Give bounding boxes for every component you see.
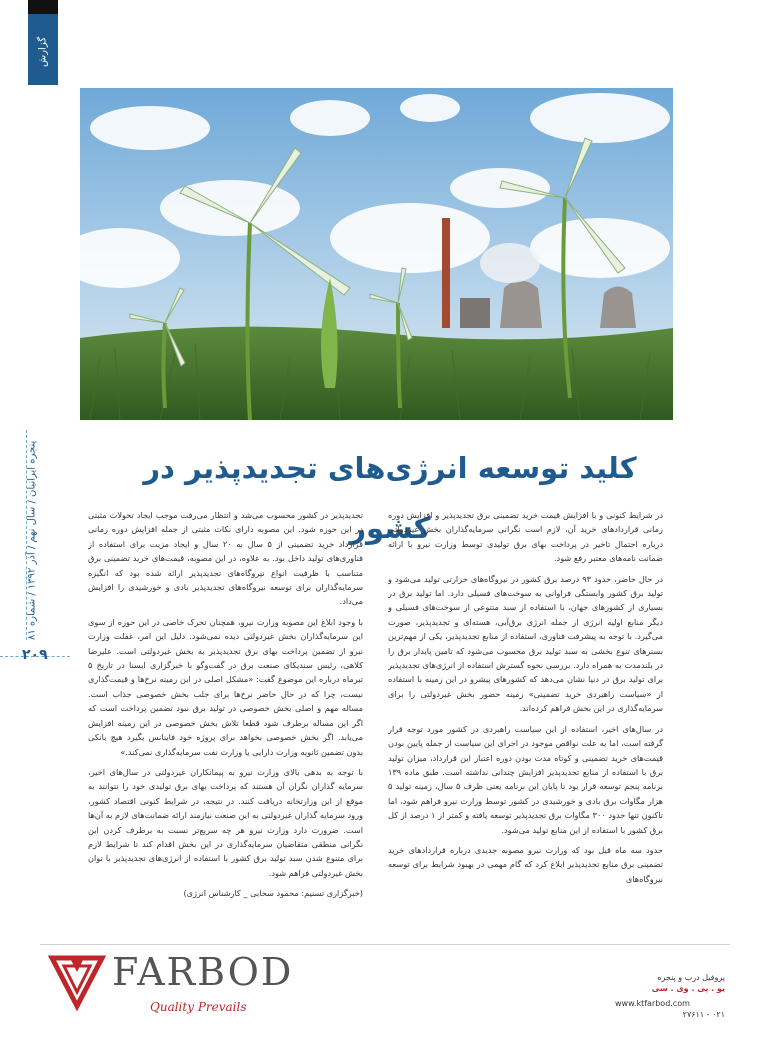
ad-contact-block	[615, 972, 725, 1020]
paragraph: در شرایط کنونی و با افزایش قیمت خرید تضمینی برق تجدیدپذیر و افزایش دوره زمانی قراردادهای خرید آن، لازم است نگرانی سرمایه‌گذاران بخش غیردولتی درباره احتمال تاخیر در پرداخت بهای برق تولیدی توسط وزارت نیرو با ارائه ضمانت نامه‌های معتبر رفع شود.	[388, 510, 663, 564]
source-credit: (خبرگزاری تسنیم: محمود سحابی _ کارشناس انرژی)	[183, 888, 363, 899]
ad-website: www.ktfarbod.com	[615, 999, 690, 1008]
issue-info: پنجره ایرانیان / سال نهم / آذر ۱۳۹۲ / شماره ۸۱	[26, 440, 38, 640]
paragraph: در سال‌های اخیر، استفاده از این سیاست راهبردی در کشور مورد توجه قرار گرفته است، اما به علت نواقص موجود در اجرای این سیاست از جمله پایین بودن قیمت‌های خرید تضمینی و کوتاه مدت بودن دوره اعتبار این قرارداد، میزان تولید برق با استفاده از منابع تجدیدپذیر افزایش چندانی نداشته است. طبق ماده ۱۳۹ برنامه پنجم توسعه قرار بود تا پایان این برنامه یعنی ظرف ۵ سال، زمینه تولید ۵ هزار مگاوات برق بادی و خورشیدی در کشور توسط وزارت نیرو فراهم شود، اما تاکنون تنها حدود ۳۰۰ مگاوات برق تجدیدپذیر توسعه یافته و کمتر از ۱ درصد از کل برق کشور با استفاده از این منابع تولید می‌شود.	[388, 723, 663, 835]
article-column-left	[88, 508, 363, 933]
section-tab-label: گزارش	[37, 36, 49, 68]
article-title: کلید توسعه انرژی‌های تجدیدپذیر در کشور	[143, 451, 637, 545]
paragraph: با توجه به بدهی بالای وزارت نیرو به پیمانکاران غیردولتی در سال‌های اخیر، سرمایه گذاران نگران آن هستند که پرداخت بهای برق تولیدی خود را نتوانند به موقع از این وزارتخانه دریافت کنند. در نتیجه، در شرایط کنونی اقتصاد کشور، ورود سرمایه گذاران غیردولتی به این صنعت نیازمند ارائه ضمانت‌های لازم به آن‌ها است. ضرورت دارد وزارت نیرو هر چه سریع‌تر نسبت به برطرف کردن این نگرانی منطقی متقاضیان سرمایه‌گذاری در این بخش اقدام کند تا شرایط لازم برای متنوع شدن سبد تولید برق کشور با استفاده از انرژی‌های تجدیدپذیر با توان بخش غیردولتی فراهم شود.	[88, 766, 363, 878]
ad-phone: ۰۲۱ - ۲۷۶۱۱	[682, 1010, 725, 1019]
farbod-logo-icon	[48, 952, 106, 1012]
article-column-right	[388, 508, 663, 933]
page-number: ۲۰۹	[22, 647, 48, 663]
hero-image-wind-turbines	[80, 88, 673, 420]
brand-tagline: Quality Prevails	[150, 1000, 247, 1014]
section-tab-top	[28, 0, 58, 14]
paragraph: تجدیدپذیر در کشور محسوب می‌شد و انتظار می‌رفت موجب ایجاد تحولات مثبتی در این حوزه شود. این مصوبه دارای نکات مثبتی از جمله افزایش دوره زمانی قرارداد خرید تضمینی از ۵ سال به ۲۰ سال و ایجاد مزیت برای استفاده از فناوری‌های تولید داخل بود. به علاوه، در این مصوبه، قیمت‌های خرید تضمینی برق متناسب با ظرفیت انواع نیروگاه‌های تجدیدپذیر ارائه شده بود که انگیزه سرمایه‌گذاران برای توسعه نیروگاه‌های تجدیدپذیر بادی و خورشیدی را افزایش می‌داد.	[88, 510, 363, 607]
ad-product-subline: یو . پی . وی . سی	[651, 984, 725, 993]
ad-product-line: پروفیل درب و پنجره	[657, 973, 725, 982]
brand-name: FARBOD	[112, 950, 294, 994]
paragraph: در حال حاضر، حدود ۹۳ درصد برق کشور در نیروگاه‌های حرارتی تولید می‌شود و تولید برق کشور وابستگی فراوانی به سوخت‌های فسیلی دارد. اما تولید برق در بسیاری از کشورهای جهان، با استفاده از سبد متنوعی از سوخت‌های فسیلی و دیگر منابع اولیه انرژی از جمله انرژی برق‌آبی، هسته‌ای و تجدیدپذیر، صورت می‌گیرد. با توجه به پیشرفت فناوری، استفاده از منابع تجدیدپذیر، یکی از مهم‌ترین بسترهای تنوع بخشی به سبد تولید برق محسوب می‌شود که تامین پایدار برق را در بلندمدت به همراه دارد. بررسی نحوه گسترش استفاده از انرژی‌های تجدیدپذیر برای تولید برق در دنیا نشان می‌دهد که کشورهای پیشرو در این زمینه با استفاده از «سیاست راهبردی خرید تضمینی» زمینه حضور بخش غیردولتی را برای سرمایه‌گذاری در این بخش فراهم کرده‌اند.	[388, 573, 663, 714]
paragraph: با وجود ابلاغ این مصوبه وزارت نیرو، همچنان تحرک خاصی در این حوزه از سوی این سرمایه‌گذاران بخش غیردولتی دیده نمی‌شود. دلیل این امر، غفلت وزارت نیرو از تضمین پرداخت بهای برق تجدیدپذیر به بخش غیردولتی است. علیرضا کلاهی، رئیس سندیکای صنعت برق در گفت‌وگو با خبرگزاری ایسنا در تاریخ ۵ تیرماه درباره این موضوع گفت: «مشکل اصلی در این زمینه نرخ‌ها و قیمت‌گذاری نیست، چرا که در حال حاضر نرخ‌ها برای جلب بخش خصوصی جذاب است. مساله مهم و اصلی بخش خصوصی در تولید برق نبود تضمین پرداخت است که اگر این مساله برطرف شود قطعا تلاش بخش خصوصی در این زمینه افزایش می‌یابد. اگر بخش خصوصی بخواهد برای پروژه خود فاینانس بگیرد هیچ بانکی بدون تضمین ثانویه وزارت دارایی یا وزارت نفت سرمایه‌گذاری نمی‌کند.»	[88, 616, 363, 757]
paragraph: حدود سه ماه قبل بود که وزارت نیرو مصوبه جدیدی درباره قراردادهای خرید تضمینی برق منابع تجدیدپذیر ابلاغ کرد که گام مهمی در بهبود شرایط برای توسعه نیروگاه‌های	[388, 844, 663, 884]
